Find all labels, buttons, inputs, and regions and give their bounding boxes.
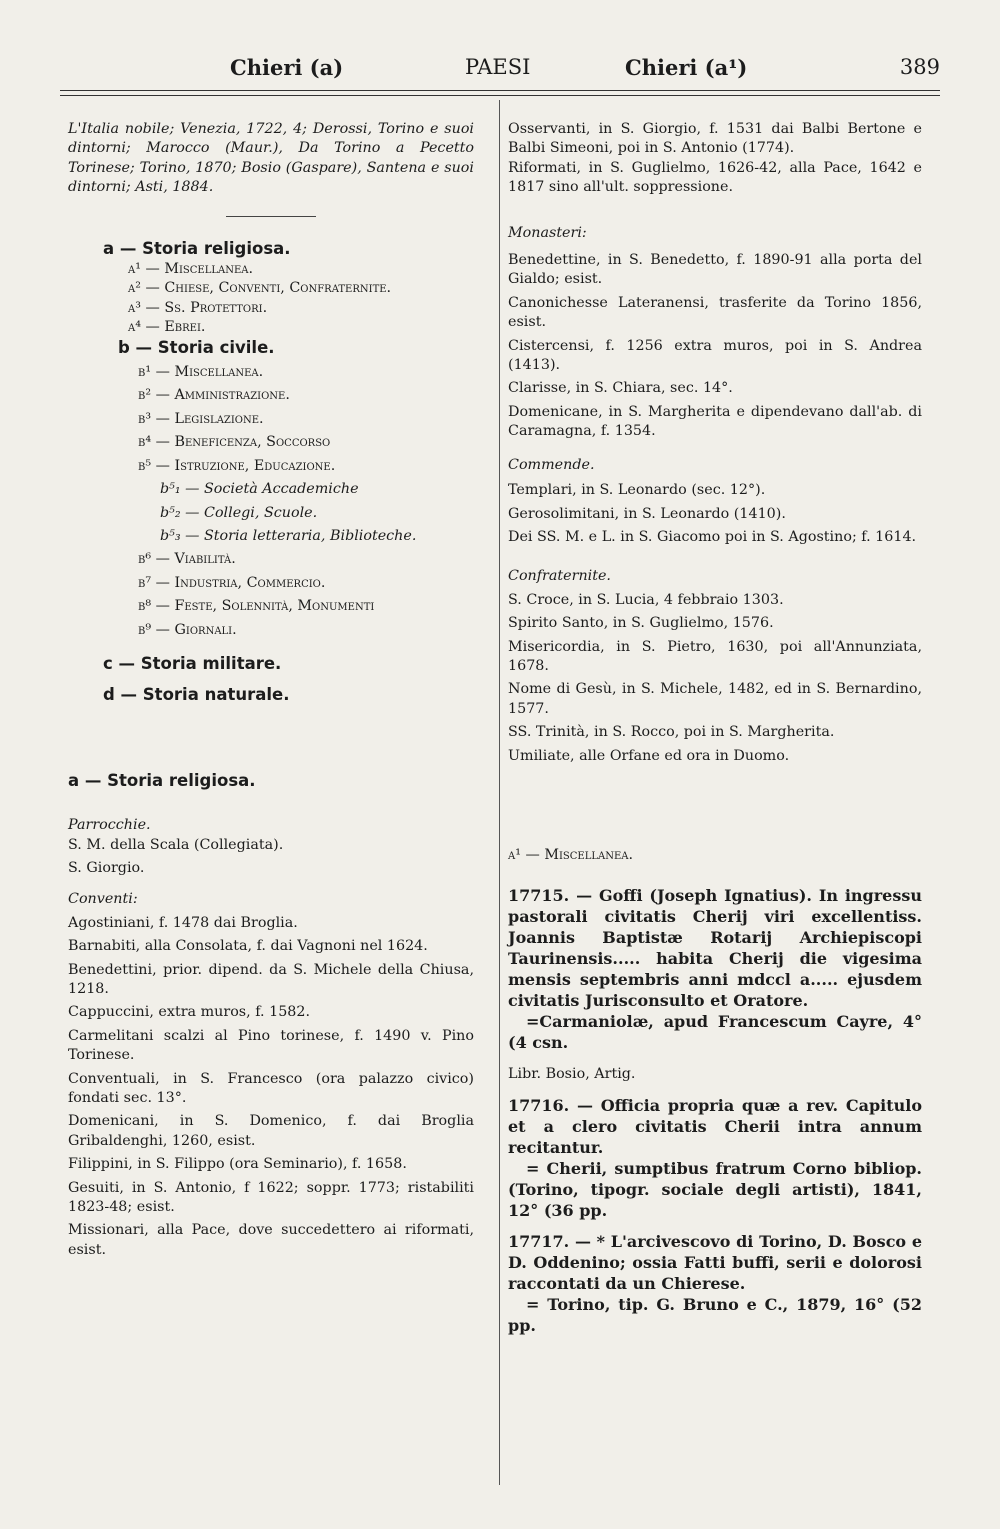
header-right-title: Chieri (a¹) — [625, 55, 748, 80]
entry-17717-imprint: = Torino, tip. G. Bruno e C., 1879, 16° (52 pp. — [508, 1294, 922, 1335]
confraternita-item: Spirito Santo, in S. Guglielmo, 1576. — [508, 615, 774, 632]
entry-17716-title: 17716. — Officia propria quæ a rev. Capitulo et a clero civitatis Cherii intra annum recitantur. — [508, 1095, 922, 1157]
header-left-title: Chieri (a) — [230, 55, 344, 80]
religious-order-item: Riformati, in S. Guglielmo, 1626-42, alla Pace, 1642 e 1817 sino all'ult. soppressione. — [508, 159, 922, 196]
commenda-item: Gerosolimitani, in S. Leonardo (1410). — [508, 505, 786, 522]
intro-paragraph: L'Italia nobile; Venezia, 1722, 4; Derossi, Torino e suoi dintorni; Marocco (Maur.), Da Torino a Pecetto Torinese; Torino, 1870; Bosio (Gaspare), Santena e suoi dintorni; Asti, 1884. — [68, 121, 474, 196]
toc-b7: b⁷ — Industria, Commercio. — [138, 574, 326, 591]
parrocchia-item: S. M. della Scala (Collegiata). — [68, 836, 284, 853]
toc-c: c — Storia militare. — [103, 653, 282, 673]
section-a1-heading: a¹ — Miscellanea. — [508, 846, 634, 863]
commende-title: Commende. — [508, 456, 595, 473]
toc-a1: a¹ — Miscellanea. — [128, 261, 254, 278]
page-header — [60, 55, 940, 95]
bibliographic-entry — [508, 1095, 922, 1221]
entry-17716-imprint: = Cherii, sumptibus fratrum Corno bibliop. (Torino, tipogr. sociale degli artisti), 1841, 12° (36 pp. — [508, 1158, 922, 1220]
convento-item: Filippini, in S. Filippo (ora Seminario), f. 1658. — [68, 1156, 407, 1173]
toc-b5-3: b⁵₃ — Storia letteraria, Biblioteche. — [160, 527, 417, 544]
column-divider — [499, 100, 500, 1485]
convento-item: Gesuiti, in S. Antonio, f 1622; soppr. 1773; ristabiliti 1823-48; esist. — [68, 1179, 474, 1216]
bibliographic-entry — [508, 1231, 922, 1336]
religious-order-item: Osservanti, in S. Giorgio, f. 1531 dai Balbi Bertone e Balbi Simeoni, poi in S. Antonio (1774). — [508, 121, 922, 157]
convento-item: Cappuccini, extra muros, f. 1582. — [68, 1004, 311, 1021]
confraternita-item: Misericordia, in S. Pietro, 1630, poi all'Annunziata, 1678. — [508, 638, 922, 674]
convento-item: Domenicani, in S. Domenico, f. dai Broglia Gribaldenghi, 1260, esist. — [68, 1113, 474, 1149]
entry-17717-title: 17717. — * L'arcivescovo di Torino, D. Bosco e D. Oddenino; ossia Fatti buffi, serii e dolorosi raccontati da un Chierese. — [508, 1231, 922, 1293]
monastero-item: Canonichesse Lateranensi, trasferite da Torino 1856, esist. — [508, 294, 922, 331]
monastero-item: Clarisse, in S. Chiara, sec. 14°. — [508, 380, 733, 397]
convento-item: Agostiniani, f. 1478 dai Broglia. — [68, 914, 298, 931]
toc-b5-1: b⁵₁ — Società Accademiche — [160, 481, 359, 498]
convento-item: Barnabiti, alla Consolata, f. dai Vagnoni nel 1624. — [68, 938, 428, 955]
toc-b2: b² — Amministrazione. — [138, 387, 290, 404]
toc-b: b — Storia civile. — [118, 337, 275, 357]
parrocchie-title: Parrocchie. — [68, 817, 151, 834]
page-number: 389 — [899, 55, 940, 79]
monastero-item: Cistercensi, f. 1256 extra muros, poi in S. Andrea (1413). — [508, 337, 922, 374]
toc-a2: a² — Chiese, Conventi, Confraternite. — [128, 280, 392, 297]
toc-d: d — Storia naturale. — [103, 685, 290, 705]
entry-17715-note: Libr. Bosio, Artig. — [508, 1066, 636, 1083]
toc-b1: b¹ — Miscellanea. — [138, 364, 264, 381]
toc-a3: a³ — Ss. Protettori. — [128, 299, 268, 316]
confraternite-title: Confraternite. — [508, 568, 611, 585]
toc-b3: b³ — Legislazione. — [138, 410, 264, 427]
toc-b9: b⁹ — Giornali. — [138, 621, 237, 638]
convento-item: Missionari, alla Pace, dove succedettero ai riformati, esist. — [68, 1222, 474, 1258]
conventi-title: Conventi: — [68, 891, 138, 908]
confraternita-item: Umiliate, alle Orfane ed ora in Duomo. — [508, 747, 790, 764]
toc-b4: b⁴ — Beneficenza, Soccorso — [138, 434, 331, 451]
header-rule — [60, 90, 940, 91]
short-rule — [226, 216, 316, 217]
entry-17715-imprint: =Carmaniolæ, apud Francescum Cayre, 4° (4 csn. — [508, 1012, 922, 1053]
commenda-item: Templari, in S. Leonardo (sec. 12°). — [508, 482, 766, 499]
toc-b8: b⁸ — Feste, Solennità, Monumenti — [138, 598, 375, 615]
confraternita-item: SS. Trinità, in S. Rocco, poi in S. Margherita. — [508, 724, 835, 741]
toc-b5: b⁵ — Istruzione, Educazione. — [138, 457, 336, 474]
left-column — [68, 120, 474, 1260]
convento-item: Carmelitani scalzi al Pino torinese, f. 1490 v. Pino Torinese. — [68, 1027, 474, 1064]
toc-b6: b⁶ — Viabilità. — [138, 551, 236, 568]
entry-17715-title: 17715. — Goffi (Joseph Ignatius). In ingressu pastorali civitatis Cherij viri excellentiss. Joannis Baptistæ Rotarij Archiepiscopi Taurinensis..... habita Cherij die vigesima mensis septembris anni mdccl a..... ejusdem civitatis Jurisconsulto et Oratore. — [508, 886, 922, 1011]
monastero-item: Benedettine, in S. Benedetto, f. 1890-91 alla porta del Gialdo; esist. — [508, 252, 922, 288]
toc-b5-2: b⁵₂ — Collegi, Scuole. — [160, 504, 318, 521]
header-center-title: PAESI — [465, 55, 531, 79]
parrocchia-item: S. Giorgio. — [68, 859, 145, 876]
commenda-item: Dei SS. M. e L. in S. Giacomo poi in S. Agostino; f. 1614. — [508, 528, 917, 545]
right-column — [508, 120, 922, 1336]
monastero-item: Domenicane, in S. Margherita e dipendevano dall'ab. di Caramagna, f. 1354. — [508, 403, 922, 440]
header-rule-double — [60, 95, 940, 96]
monasteri-title: Monasteri: — [508, 224, 587, 241]
convento-item: Benedettini, prior. dipend. da S. Michele della Chiusa, 1218. — [68, 961, 474, 997]
confraternita-item: S. Croce, in S. Lucia, 4 febbraio 1303. — [508, 591, 784, 608]
toc-a: a — Storia religiosa. — [103, 238, 291, 258]
convento-item: Conventuali, in S. Francesco (ora palazzo civico) fondati sec. 13°. — [68, 1070, 474, 1107]
confraternita-item: Nome di Gesù, in S. Michele, 1482, ed in S. Bernardino, 1577. — [508, 681, 922, 717]
section-a-heading: a — Storia religiosa. — [68, 770, 256, 790]
bibliographic-entry — [508, 885, 922, 1084]
toc-a4: a⁴ — Ebrei. — [128, 319, 206, 336]
